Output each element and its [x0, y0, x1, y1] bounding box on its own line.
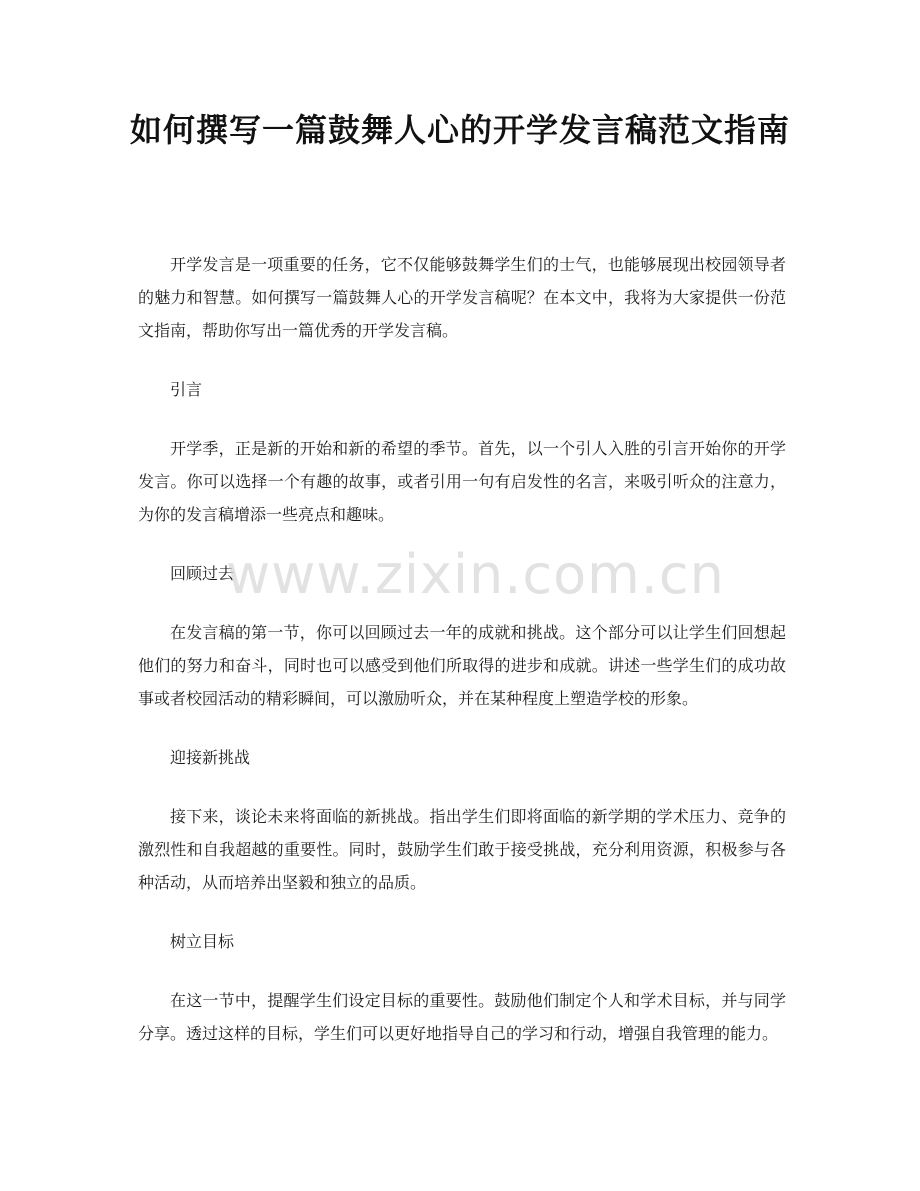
section-heading-introduction: 引言 [170, 380, 203, 399]
paragraph-review: 在发言稿的第一节，你可以回顾过去一年的成就和挑战。这个部分可以让学生们回想起他们的努力和奋斗，同时也可以感受到他们所取得的进步和成就。讲述一些学生们的成功故事或者校园活动的精彩瞬间，可以激励听众，并在某种程度上塑造学校的形象。 [138, 623, 786, 708]
paragraph-introduction: 开学季，正是新的开始和新的希望的季节。首先，以一个引人入胜的引言开始你的开学发言。你可以选择一个有趣的故事，或者引用一句有启发性的名言，来吸引听众的注意力，为你的发言稿增添一些亮点和趣味。 [138, 439, 786, 524]
section-heading-review: 回顾过去 [170, 564, 235, 583]
paragraph-intro: 开学发言是一项重要的任务，它不仅能够鼓舞学生们的士气，也能够展现出校园领导者的魅力和智慧。如何撰写一篇鼓舞人心的开学发言稿呢？在本文中，我将为大家提供一份范文指南，帮助你写出一篇优秀的开学发言稿。 [138, 255, 786, 340]
paragraph-challenges: 接下来，谈论未来将面临的新挑战。指出学生们即将面临的新学期的学术压力、竞争的激烈性和自我超越的重要性。同时，鼓励学生们敢于接受挑战，充分利用资源，积极参与各种活动，从而培养出坚毅和独立的品质。 [138, 807, 786, 892]
section-heading-challenges: 迎接新挑战 [170, 748, 251, 767]
paragraph-goals: 在这一节中，提醒学生们设定目标的重要性。鼓励他们制定个人和学术目标，并与同学分享。透过这样的目标，学生们可以更好地指导自己的学习和行动，增强自我管理的能力。 [138, 991, 786, 1043]
watermark: www.zixin.com.cn [226, 543, 725, 606]
document-title: 如何撰写一篇鼓舞人心的开学发言稿范文指南 [129, 111, 790, 149]
section-heading-goals: 树立目标 [170, 932, 235, 951]
document-body [138, 248, 786, 1076]
